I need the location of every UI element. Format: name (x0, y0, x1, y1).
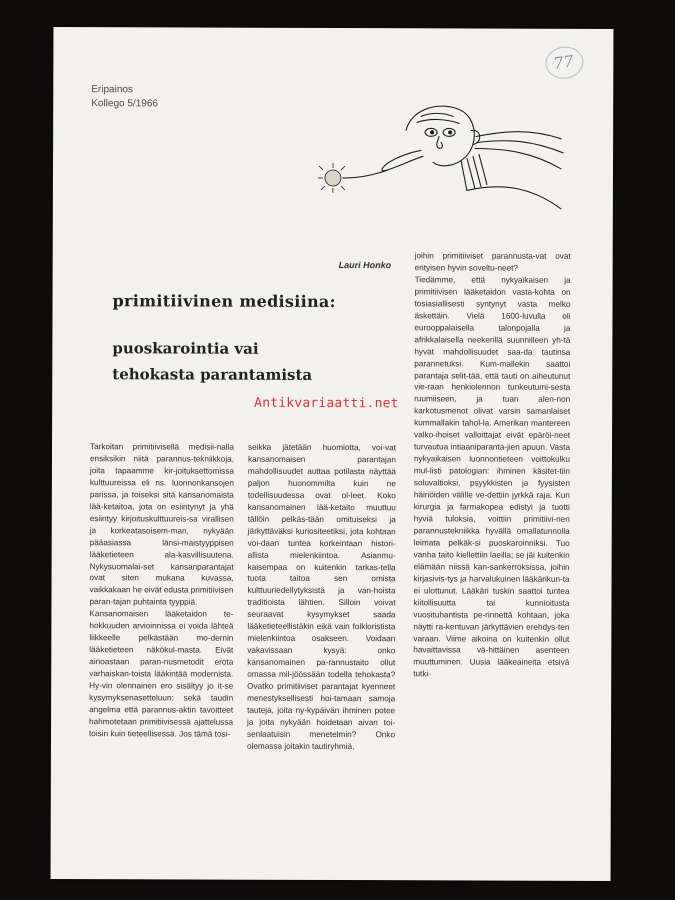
document-page (51, 27, 614, 881)
text-column-1 (89, 441, 234, 740)
paragraph: joihin primitiiviset parannusta-vat ovat erityisen hyvin soveltu-neet? (414, 251, 571, 273)
reprint-line-2: Kollego 5/1966 (91, 98, 158, 110)
article-title: primitiivinen medisiina: (112, 291, 336, 312)
reprint-line-1: Eripainos (91, 84, 133, 96)
paragraph: Tarkoitan primitiivisellä medisii-nalla ensiksikin niitä parannus-tekniikkoja, joita tapaamme kir-joituksettomissa kulttuureissa eli ns. luonnonkansojen parissa, ja toiseksi sitä kansanomaista lää-ketaitoa, jota on esiintynyt ja yhä esiintyy kirjoituskulttuureis-sa virallisen ja korkeatasoisem-man, nykyään pääasiassa länsi-maistyyppisen lääketieteen ala-kasvillisuutena. Nykysuomalai-set kansanparantajat ovat siten mukana kuvassa, vaikkakaan he eivät edusta primitiivisen paran-tajan puhtainta tyyppiä. (89, 442, 235, 607)
paragraph: Tiedämme, että nykyaikaisen ja primitiivisen lääketaidon vasta-kohta on tosiasiallisesti syntynyt vasta melko äskettäin. Vielä 1600-luvulla oli eurooppalaisella talonpojalla ja afrikkalaisella neekerillä suunnilleen yh-tä hyvät mahdollisuudet saa-da tautinsa parannetuksi. Kum-mallekin saattoi parantaja selit-tää, että tauti on aiheutunut vie-raan henkiolennon tunkeutumi-sesta ruumiiseen, ja tuan alen-non karkotusmenot olivat varsin samanlaiset kummallakin tahol-la. Amerikan mantereen valko-ihoiset valloittajat eivät epäröi-neet turvautua intiaaniparanta-jien apuun. Vasta nykyaikaisen luonnontieteen voittokulku mul-listi patologian: ihminen käsitet-tiin soluvaltioksi, psyykkisten ja fyysisten häiriöiden välille ve-dettiin jyrkkä raja. Kun kirurgia ja farmakopea edistyi ja tuotti hyviä tuloksia, voittiin primitiivi-nen parannustekniikka hyvällä omallatunnolla leimata pelkäk-si puoskaroinniksi. Tuo vanha taito kiellettiin laeilla; se jäi kuitenkin elämään niissä kan-sankerroksissa, joihin kirjasivis-tys ja harvalukuinen lääkärikun-ta ei ulottunut. Lääkäri tuskin saattoi tuntea kiitollisuutta tai kunnioitusta vuosituhantista pe-rinnettä kohtaan, joka näytti ra-kentuvan järkyttävien erehdys-ten varaan. Viime aikoina on kuitenkin ollut havaittavissa vä-hittäinen asenteen muuttuminen. Uusia lääkeaineita etsivä tutki- (413, 275, 571, 679)
handwritten-page-number: 77 (552, 52, 575, 74)
cartoon-illustration (271, 90, 571, 231)
paragraph: seikka jätetään huomiotta, voi-vat kansanomaisen parantajan mahdollisuudet auttaa potilasta näyttää paljon huonommilta kuin ne todellisuudessa ovat ol-leet. Koko kansanomainen lää-ketaito muuttuu tällöin pelkäs-tään omituiseksi ja järkyttäväksi kuriositeetiksi, jota kohtaan voi-daan tuntea korkeintaan histori-allista mielenkiintoa. Asianmu-kaisempaa on kuitenkin tarkas-tella tuota taitoa sen omista kulttuuriedellytyksistä ja van-hoista traditioista lähtien. Silloin voivat seuraavat kysymykset saada lääketieteellistäkin eikä vain folkloristista mielenkiintoa osakseen. Voidaan vakavissaan kysyä: onko kansanomainen pa-rannustaito ollut omassa mil-jöössään todella tehokasta? Ovatko primitiiviset parantajat kyenneet menestyksellisesti hoi-tamaan samoja tauteja, joita ny-kypäivän ihminen potee ja joita nykyään hoidetaan aivan toi-senlaatuisin menetelmin? Onko olemassa joitakin tautiryhmiä, (246, 442, 397, 751)
watermark: Antikvariaatti.net (254, 395, 399, 412)
text-column-3 (413, 250, 571, 681)
reprint-note (91, 83, 158, 111)
paragraph: Kansanomaisen lääketaidon te-hokkuuden arvioinnissa ei voida lähteä liikkeelle pelkästään mo-dernin lääketieteen näkökul-masta. Eivät ainoastaan paran-nusmetodit erota varhaiskan-toista lääkintää modernista. Hy-vin olennainen ero sisältyy jo it-se kysymyksenasetteluun: sekä taudin angelma että parannus-aktin tavoitteet hahmotetaan primitiivisessä ajattelussa toisin kuin tieteellisessä. Jos tämä tosi- (89, 609, 234, 739)
text-column-2 (247, 442, 396, 753)
article-subtitle: puoskarointia vai tehokasta parantamista (112, 339, 313, 384)
pencil-circle (543, 44, 585, 81)
author-name: Lauri Honko (338, 260, 392, 271)
